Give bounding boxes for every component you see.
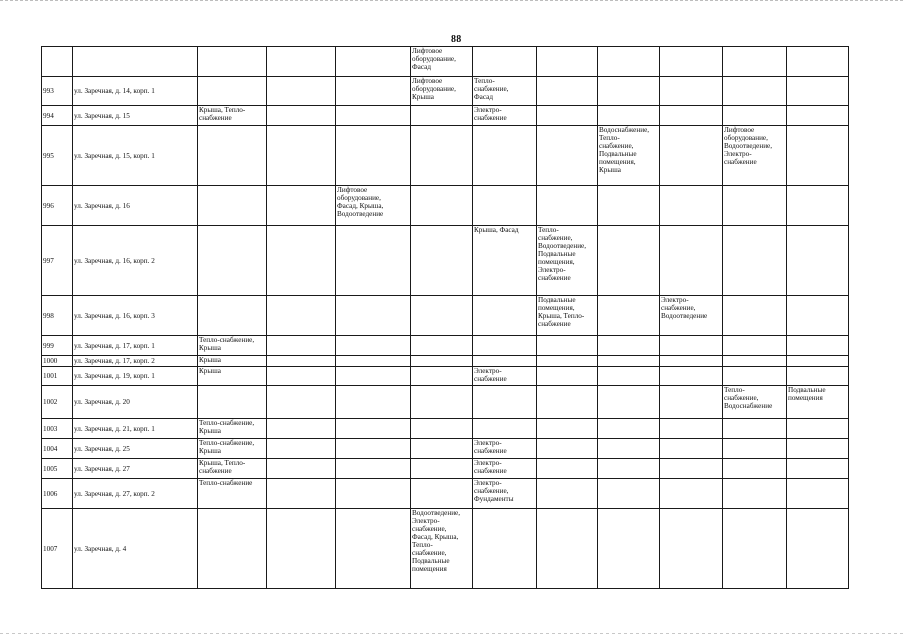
work-cell <box>787 367 849 386</box>
work-cell <box>723 509 787 589</box>
table-row <box>42 419 849 439</box>
work-cell <box>267 367 336 386</box>
table-row <box>42 47 849 77</box>
work-cell-text: Лифтовое оборудование, Фасад, Крыша, Водоотведение <box>337 186 384 218</box>
row-number: 1006 <box>42 479 73 509</box>
work-cell-text: Подвальные помещения, Крыша, Тепло- снабжение <box>538 296 585 328</box>
row-address: ул. Заречная, д. 15, корп. 1 <box>73 126 198 186</box>
work-cell <box>473 367 537 386</box>
work-cell <box>723 356 787 367</box>
work-cell <box>336 47 411 77</box>
work-cell <box>411 509 473 589</box>
table-row <box>42 459 849 479</box>
work-cell <box>660 226 723 296</box>
work-cell <box>336 439 411 459</box>
scan-top-edge <box>0 0 905 1</box>
row-address: ул. Заречная, д. 16 <box>73 186 198 226</box>
work-cell <box>198 296 267 336</box>
work-cell <box>598 336 660 356</box>
work-cell <box>723 459 787 479</box>
work-cell <box>336 419 411 439</box>
work-cell <box>537 367 598 386</box>
table-row <box>42 296 849 336</box>
row-number: 999 <box>42 336 73 356</box>
table-row <box>42 106 849 126</box>
work-cell <box>198 479 267 509</box>
work-cell <box>267 509 336 589</box>
work-cell <box>411 77 473 106</box>
work-cell-text: Электро- снабжение <box>474 367 507 383</box>
table-row <box>42 509 849 589</box>
work-cell <box>537 439 598 459</box>
row-address: ул. Заречная, д. 25 <box>73 439 198 459</box>
work-cell <box>198 336 267 356</box>
work-cell <box>198 439 267 459</box>
work-cell <box>787 419 849 439</box>
work-cell-text: Электро- снабжение, Водоотведение <box>661 296 708 320</box>
work-cell-text: Крыша, Фасад <box>474 226 519 234</box>
work-cell <box>598 439 660 459</box>
work-cell <box>473 509 537 589</box>
work-cell <box>723 336 787 356</box>
work-cell <box>267 336 336 356</box>
row-number: 1001 <box>42 367 73 386</box>
work-cell <box>198 419 267 439</box>
work-cell <box>598 77 660 106</box>
work-cell <box>787 126 849 186</box>
work-cell <box>267 77 336 106</box>
work-cell <box>598 386 660 419</box>
row-address: ул. Заречная, д. 27 <box>73 459 198 479</box>
row-address: ул. Заречная, д. 17, корп. 2 <box>73 356 198 367</box>
row-address: ул. Заречная, д. 14, корп. 1 <box>73 77 198 106</box>
work-cell <box>198 509 267 589</box>
work-cell <box>267 226 336 296</box>
work-cell <box>411 356 473 367</box>
table-row <box>42 367 849 386</box>
work-cell <box>267 419 336 439</box>
work-cell <box>537 479 598 509</box>
work-cell <box>411 336 473 356</box>
work-cell <box>267 126 336 186</box>
work-cell-text: Тепло-снабжение, Крыша <box>199 419 255 435</box>
row-address: ул. Заречная, д. 27, корп. 2 <box>73 479 198 509</box>
work-cell <box>537 296 598 336</box>
row-address: ул. Заречная, д. 21, корп. 1 <box>73 419 198 439</box>
work-cell <box>473 226 537 296</box>
row-number: 1002 <box>42 386 73 419</box>
work-cell <box>660 296 723 336</box>
work-cell <box>336 386 411 419</box>
table-row <box>42 77 849 106</box>
work-cell <box>473 186 537 226</box>
work-cell-text: Крыша <box>199 356 221 364</box>
table-row <box>42 386 849 419</box>
work-cell <box>598 296 660 336</box>
page-number: 88 <box>451 34 462 45</box>
table-row <box>42 226 849 296</box>
work-cell <box>267 106 336 126</box>
work-cell <box>411 47 473 77</box>
work-cell <box>598 356 660 367</box>
work-cell <box>267 47 336 77</box>
work-cell <box>787 47 849 77</box>
table-row <box>42 336 849 356</box>
row-number: 997 <box>42 226 73 296</box>
work-cell <box>660 47 723 77</box>
work-cell <box>660 106 723 126</box>
row-address: ул. Заречная, д. 17, корп. 1 <box>73 336 198 356</box>
work-cell <box>411 419 473 439</box>
work-cell <box>411 126 473 186</box>
work-cell <box>723 479 787 509</box>
work-cell-text: Подвальные помещения <box>788 386 826 402</box>
work-cell <box>336 509 411 589</box>
work-cell <box>598 226 660 296</box>
work-cell <box>336 106 411 126</box>
scan-bottom-edge <box>0 633 905 634</box>
work-cell <box>336 77 411 106</box>
work-cell <box>660 479 723 509</box>
row-number: 996 <box>42 186 73 226</box>
work-cell-text: Крыша, Тепло- снабжение <box>199 459 246 475</box>
work-cell-text: Водоотведение, Электро- снабжение, Фасад, Крыша, Тепло- снабжение, Подвальные помещения <box>412 509 461 573</box>
work-cell <box>723 296 787 336</box>
work-cell <box>336 459 411 479</box>
work-cell-text: Водоснабжение, Тепло- снабжение, Подвальные помещения, Крыша <box>599 126 650 174</box>
row-number: 994 <box>42 106 73 126</box>
work-cell <box>537 509 598 589</box>
work-cell <box>660 367 723 386</box>
row-address <box>73 47 198 77</box>
work-cell <box>660 336 723 356</box>
work-cell <box>537 356 598 367</box>
table-row <box>42 479 849 509</box>
work-cell-text: Крыша, Тепло- снабжение <box>199 106 246 122</box>
work-cell <box>198 386 267 419</box>
work-cell <box>336 479 411 509</box>
work-cell <box>198 226 267 296</box>
work-cell <box>660 186 723 226</box>
work-cell <box>723 419 787 439</box>
work-cell <box>198 186 267 226</box>
work-cell <box>537 459 598 479</box>
work-cell <box>198 126 267 186</box>
work-cell <box>723 186 787 226</box>
work-cell <box>787 77 849 106</box>
work-cell <box>723 77 787 106</box>
row-address: ул. Заречная, д. 15 <box>73 106 198 126</box>
work-cell <box>723 386 787 419</box>
work-cell <box>787 386 849 419</box>
work-cell <box>660 419 723 439</box>
work-cell-text: Тепло- снабжение, Фасад <box>474 77 509 101</box>
work-cell <box>598 106 660 126</box>
work-cell <box>787 226 849 296</box>
work-cell <box>336 296 411 336</box>
work-cell <box>267 356 336 367</box>
work-cell <box>598 479 660 509</box>
work-cell <box>537 386 598 419</box>
work-cell <box>787 356 849 367</box>
work-cell <box>411 106 473 126</box>
work-cell <box>723 226 787 296</box>
table-row <box>42 356 849 367</box>
work-cell <box>267 386 336 419</box>
work-cell <box>723 126 787 186</box>
work-cell <box>411 367 473 386</box>
work-cell-text: Крыша <box>199 367 221 375</box>
row-number: 1000 <box>42 356 73 367</box>
row-number: 993 <box>42 77 73 106</box>
row-address: ул. Заречная, д. 16, корп. 2 <box>73 226 198 296</box>
work-cell-text: Лифтовое оборудование, Крыша <box>412 77 456 101</box>
work-cell <box>336 126 411 186</box>
work-cell-text: Тепло-снабжение, Крыша <box>199 336 255 352</box>
work-cell <box>473 459 537 479</box>
row-number <box>42 47 73 77</box>
work-cell <box>473 356 537 367</box>
work-cell <box>198 356 267 367</box>
work-cell <box>473 336 537 356</box>
work-cell <box>267 459 336 479</box>
work-cell <box>660 126 723 186</box>
work-cell <box>473 296 537 336</box>
work-cell <box>660 459 723 479</box>
work-cell <box>336 226 411 296</box>
work-cell-text: Тепло- снабжение, Водоснабжение <box>724 386 773 410</box>
work-cell <box>787 106 849 126</box>
work-cell <box>411 226 473 296</box>
row-number: 998 <box>42 296 73 336</box>
work-cell <box>336 356 411 367</box>
work-cell <box>411 186 473 226</box>
work-cell <box>660 386 723 419</box>
table-row <box>42 186 849 226</box>
work-cell <box>411 459 473 479</box>
work-cell <box>411 439 473 459</box>
work-cell <box>598 459 660 479</box>
work-cell <box>336 336 411 356</box>
work-cell <box>411 479 473 509</box>
row-address: ул. Заречная, д. 20 <box>73 386 198 419</box>
work-cell <box>198 459 267 479</box>
row-address: ул. Заречная, д. 19, корп. 1 <box>73 367 198 386</box>
work-cell <box>473 386 537 419</box>
work-cell <box>787 459 849 479</box>
work-cell-text: Тепло-снабжение <box>199 479 253 487</box>
work-cell <box>537 226 598 296</box>
work-cell <box>598 367 660 386</box>
work-cell <box>787 479 849 509</box>
work-cell <box>473 77 537 106</box>
work-cell-text: Лифтовое оборудование, Водоотведение, Электро- снабжение <box>724 126 773 166</box>
work-cell-text: Электро- снабжение <box>474 439 507 455</box>
row-address: ул. Заречная, д. 4 <box>73 509 198 589</box>
work-cell <box>198 367 267 386</box>
work-cell-text: Электро- снабжение <box>474 106 507 122</box>
work-cell <box>537 77 598 106</box>
row-number: 1003 <box>42 419 73 439</box>
work-cell <box>787 336 849 356</box>
work-cell <box>723 367 787 386</box>
work-cell <box>336 367 411 386</box>
work-cell <box>660 439 723 459</box>
work-cell <box>411 386 473 419</box>
work-cell <box>198 106 267 126</box>
work-cell <box>723 439 787 459</box>
work-cell <box>267 479 336 509</box>
repair-schedule-table <box>41 46 849 589</box>
work-cell <box>598 509 660 589</box>
work-cell <box>598 126 660 186</box>
work-cell <box>411 296 473 336</box>
work-cell <box>660 77 723 106</box>
work-cell <box>473 126 537 186</box>
work-cell <box>660 356 723 367</box>
work-cell <box>537 186 598 226</box>
row-number: 1005 <box>42 459 73 479</box>
work-cell <box>537 336 598 356</box>
work-cell-text: Тепло-снабжение, Крыша <box>199 439 255 455</box>
work-cell <box>336 186 411 226</box>
work-cell-text: Тепло- снабжение, Водоотведение, Подвальные помещения, Электро- снабжение <box>538 226 587 282</box>
work-cell-text: Электро- снабжение <box>474 459 507 475</box>
work-cell <box>660 509 723 589</box>
work-cell <box>267 439 336 459</box>
row-number: 995 <box>42 126 73 186</box>
work-cell <box>473 439 537 459</box>
work-cell <box>598 419 660 439</box>
work-cell <box>473 47 537 77</box>
work-cell <box>473 106 537 126</box>
work-cell <box>537 419 598 439</box>
work-cell <box>723 47 787 77</box>
work-cell <box>598 186 660 226</box>
work-cell <box>473 419 537 439</box>
work-cell <box>787 509 849 589</box>
row-number: 1007 <box>42 509 73 589</box>
work-cell <box>198 77 267 106</box>
work-cell <box>198 47 267 77</box>
work-cell <box>787 186 849 226</box>
work-cell <box>267 296 336 336</box>
table-row <box>42 439 849 459</box>
work-cell <box>723 106 787 126</box>
work-cell <box>537 126 598 186</box>
work-cell <box>787 296 849 336</box>
work-cell <box>267 186 336 226</box>
work-cell-text: Лифтовое оборудование, Фасад <box>412 47 456 71</box>
work-cell <box>598 47 660 77</box>
row-number: 1004 <box>42 439 73 459</box>
row-address: ул. Заречная, д. 16, корп. 3 <box>73 296 198 336</box>
work-cell-text: Электро- снабжение, Фундаменты <box>474 479 514 503</box>
work-cell <box>537 106 598 126</box>
table-row <box>42 126 849 186</box>
work-cell <box>473 479 537 509</box>
work-cell <box>787 439 849 459</box>
work-cell <box>537 47 598 77</box>
